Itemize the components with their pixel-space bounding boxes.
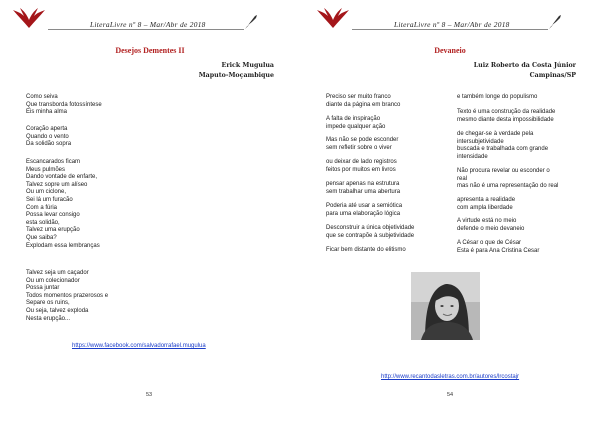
poem-line: Explodam essa lembranças [26,242,100,249]
poem-line: Preciso ser muito franco [326,94,391,100]
poem-line: impede qualquer ação [326,123,386,130]
page-number: 53 [146,392,153,398]
poem-line: Esta é para Ana Cristina Cesar [457,247,540,254]
poem-line: Talvez seja um caçador [26,270,89,276]
poem-line: diante da página em branco [326,101,401,108]
author-profile-link[interactable]: http://www.recantodasletras.com.br/autores/lrcostajr [381,374,520,380]
poem-stanza [326,181,400,196]
poem-line: defende o meio devaneio [457,225,525,232]
poem-line: real [457,175,468,182]
poem-line: Escancarados ficam [26,159,81,165]
poem-line: sem trabalhar uma abertura [326,188,401,195]
header-rule [48,29,244,30]
author-name: Luiz Roberto da Costa Júnior [473,62,576,69]
poem-line: Que transborda fotossíntese [26,101,102,108]
header-title: LiteraLivre nº 8 – Mar/Abr de 2018 [394,20,510,29]
poem-line: A falta de inspiração [326,116,381,122]
poem-line: Ou seja, talvez exploda [26,307,89,314]
poem-line: Eis minha alma [26,109,68,116]
poem-stanza [26,126,71,149]
poem-line: intensidade [457,153,488,160]
poem-line: que se contrapõe à subjetividade [326,232,415,239]
poem-line: Talvez sopre um alíseo [26,181,88,188]
poem-stanza [326,225,414,240]
right-page [300,0,600,424]
poem-line: esta solidão, [26,219,60,226]
poem-stanza [26,159,100,250]
poem-line: Desconstruir a única objetividade [326,225,415,231]
poem-stanza [457,94,537,102]
poem-stanza [457,109,555,124]
poem-stanza [326,116,385,131]
poem-stanza [326,94,400,109]
author-photo [411,272,480,340]
poem-line: Mas não se pode esconder [326,137,399,143]
poem-line: Todos momentos prazerosos e [26,292,109,299]
poem-stanza [457,131,548,161]
author-facebook-link[interactable]: https://www.facebook.com/salvadorrafael.mugulua [72,343,206,349]
poem-stanza [457,197,515,212]
poem-line: Dando vontade de enfarte, [26,174,98,181]
poem-line: feitos por muitos em livros [326,166,396,173]
poem-line: Coração aperta [26,126,68,132]
poem-line: mas não é uma representação do real [457,183,559,190]
poem-line: pensar apenas na estrutura [326,181,400,187]
author-block [474,61,576,81]
page-number: 54 [447,392,454,398]
poem-line: ou deixar de lado registros [326,159,397,165]
poem-line: buscada e trabalhada com grande [457,146,549,153]
poem-stanza [326,137,398,152]
poem-title: Devaneio [434,46,466,55]
poem-stanza [26,94,102,117]
quill-pen-icon [244,14,258,30]
poem-line: Não procura revelar ou esconder o [457,168,550,174]
author-block [199,61,274,81]
poem-line: Sei lá um furacão [26,196,73,203]
poem-line: Possa juntar [26,285,60,292]
poem-line: para uma elaboração lógica [326,210,401,217]
poem-line: mesmo diante desta impossibilidade [457,116,554,123]
poem-line: Ou um ciclone, [26,189,67,196]
poem-line: A virtude está no meio [457,218,517,224]
poem-line: Da solidão sopra [26,141,72,148]
poem-line: Quando o vento [26,133,69,140]
header-title: LiteraLivre nº 8 – Mar/Abr de 2018 [90,20,206,29]
poem-line: Ficar bem distante do elitismo [326,247,406,253]
poem-stanza [26,270,108,323]
poem-line: com ampla liberdade [457,204,513,211]
poem-line: Separe os ruins, [26,300,70,307]
author-place: Campinas/SP [529,72,576,79]
poem-line: intersubjetividade [457,138,504,145]
poem-line: Texto é uma construção da realidade [457,109,556,115]
poem-line: Como seiva [26,94,58,100]
poem-stanza [326,203,402,218]
poem-stanza [457,240,539,255]
poem-line: A César o que de César [457,240,522,246]
poem-line: Poderia até usar a semiótica [326,203,403,209]
poem-line: apresenta a realidade [457,197,516,203]
poem-line: Ou um colecionador [26,277,80,284]
poem-stanza [326,159,397,174]
poem-line: Nesta erupção... [26,315,71,322]
poem-line: de chegar-se à verdade pela [457,131,534,137]
author-place: Maputo-Moçambique [198,72,274,79]
quill-pen-icon [548,14,562,30]
poem-line: e também longe do populismo [457,94,538,100]
poem-line: sem refletir sobre o viver [326,144,392,151]
poem-line: Que saiba? [26,234,57,241]
author-name: Erick Mugulua [221,62,274,69]
poem-line: Talvez uma erupção [26,227,80,234]
poem-stanza [457,218,524,233]
winged-logo-icon [12,8,46,32]
poem-line: Meus pulmões [26,166,66,173]
poem-line: Possa levar consigo [26,212,80,219]
poem-stanza [457,168,558,191]
winged-logo-icon [316,8,350,32]
poem-stanza [326,247,406,255]
poem-title: Desejos Dementes II [115,46,185,55]
header-rule [352,29,548,30]
poem-line: Com a fúria [26,204,58,211]
